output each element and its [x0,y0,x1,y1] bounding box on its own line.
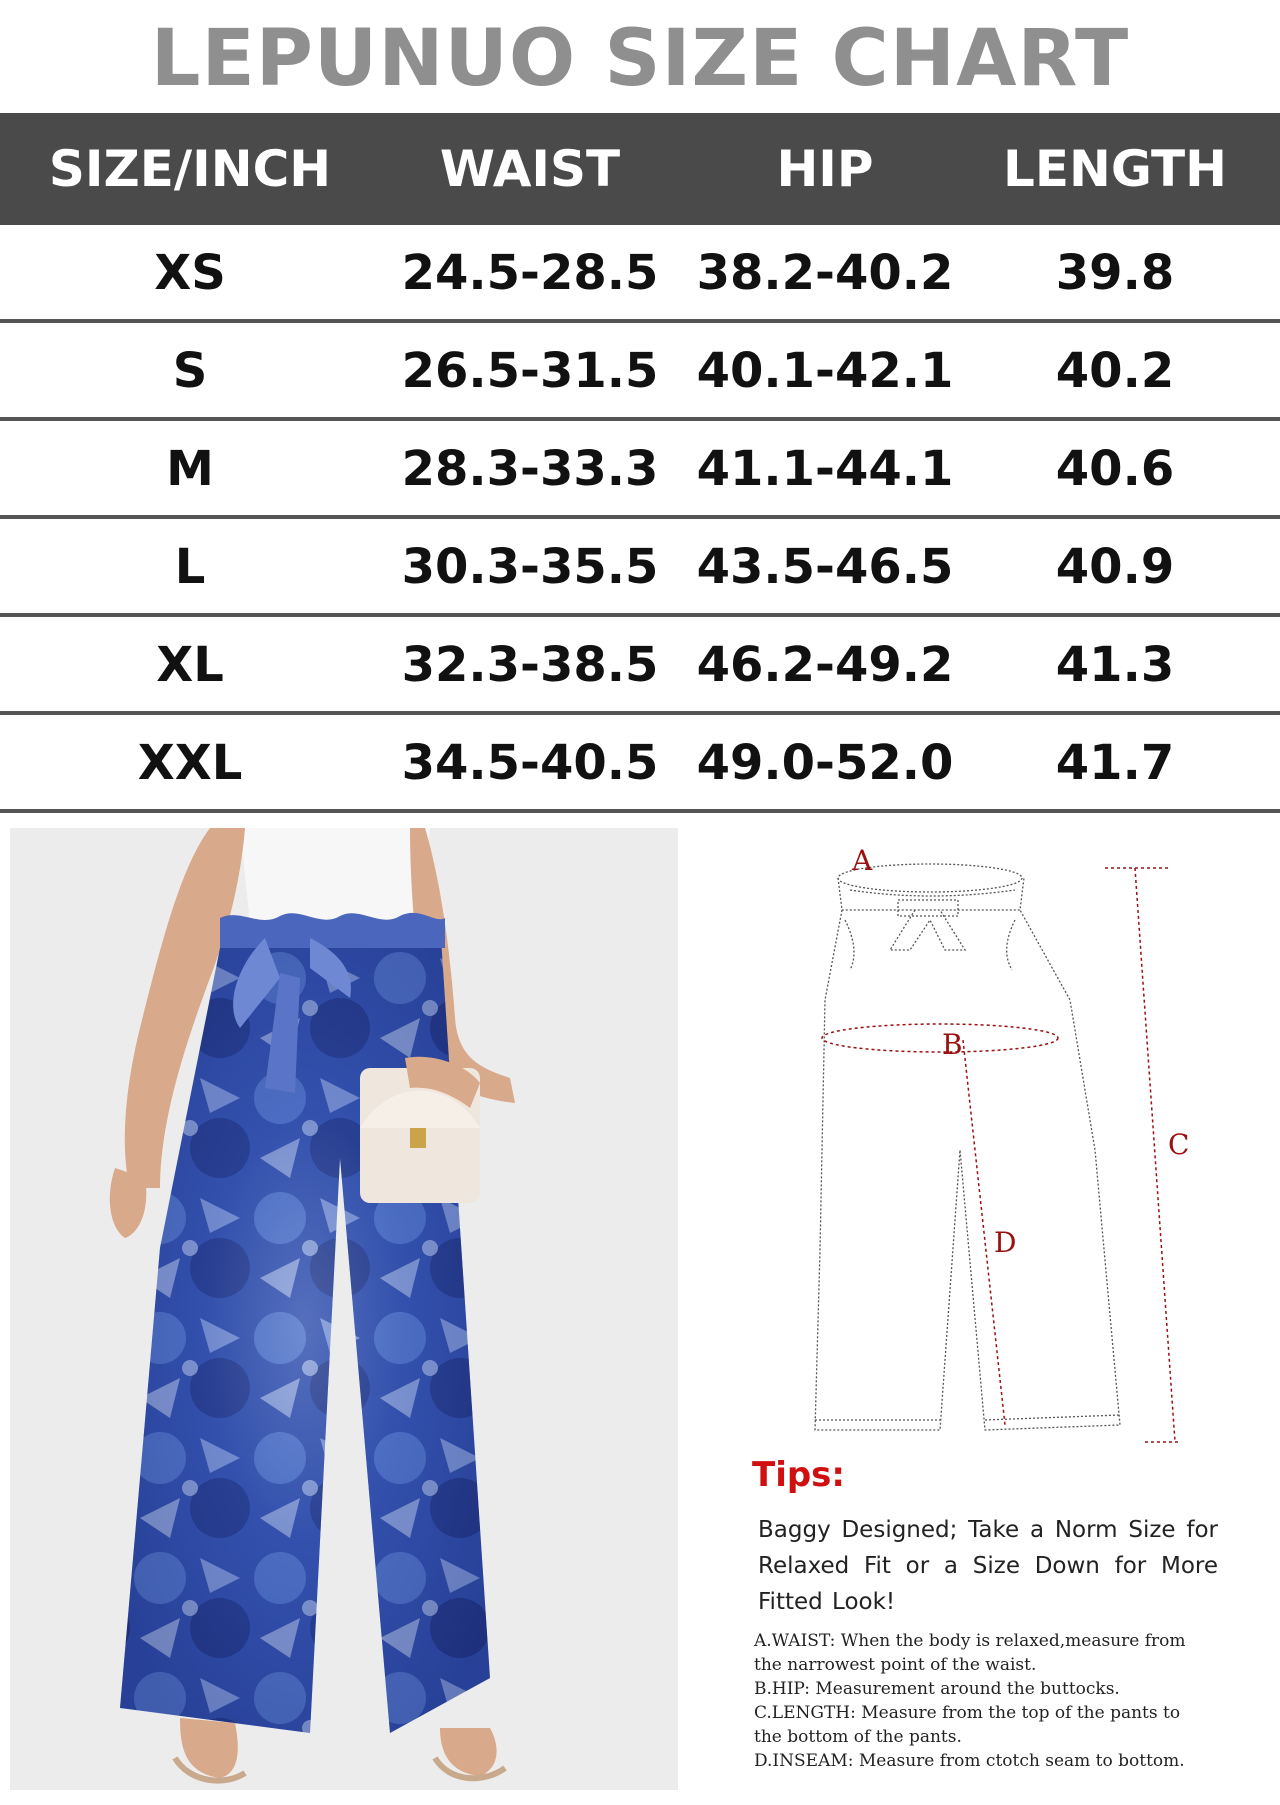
table-row [0,421,1280,519]
note-line: the narrowest point of the waist. [754,1655,1037,1675]
cell-hip: 40.1-42.1 [696,343,954,399]
diagram-label-a: A [852,844,873,877]
cell-hip: 38.2-40.2 [696,245,954,301]
cell-waist: 24.5-28.5 [401,245,659,301]
note-line: D.INSEAM: Measure from ctotch seam to bottom. [754,1751,1185,1771]
cell-length: 40.9 [1055,539,1175,595]
cell-waist: 26.5-31.5 [401,343,659,399]
header-size: SIZE/INCH [48,140,332,198]
cell-hip: 49.0-52.0 [696,735,954,791]
note-line: A.WAIST: When the body is relaxed,measure from [754,1631,1186,1651]
header-waist: WAIST [439,140,621,198]
cell-size: S [172,343,208,399]
table-header [0,113,1280,225]
table-row [0,323,1280,421]
cell-hip: 46.2-49.2 [696,637,954,693]
diagram-label-c: C [1168,1128,1190,1161]
cell-hip: 43.5-46.5 [696,539,954,595]
note-line: the bottom of the pants. [754,1727,962,1747]
cell-size: XL [156,637,224,693]
note-line: C.LENGTH: Measure from the top of the pants to [754,1703,1181,1723]
cell-size: M [166,441,214,497]
product-photo [10,828,678,1790]
chart-title: LEPUNUO SIZE CHART [150,14,1130,104]
tips-title: Tips: [752,1455,846,1495]
cell-waist: 32.3-38.5 [401,637,659,693]
cell-length: 39.8 [1055,245,1175,301]
measurement-notes [754,1629,1224,1773]
diagram-label-b: B [942,1028,963,1061]
diagram-label-d: D [994,1226,1017,1259]
table-row [0,225,1280,323]
tie-dye-pants-illustration [10,828,678,1790]
cell-waist: 28.3-33.3 [401,441,659,497]
cell-length: 40.6 [1055,441,1175,497]
tips-main-text: Baggy Designed; Take a Norm Size for Relaxed Fit or a Size Down for More Fitted Look! [758,1517,1218,1615]
cell-length: 41.7 [1055,735,1175,791]
cell-length: 41.3 [1055,637,1175,693]
table-row [0,519,1280,617]
cell-size: XXL [137,735,243,791]
table-row [0,617,1280,715]
cell-size: XS [154,245,226,301]
cell-hip: 41.1-44.1 [696,441,954,497]
pants-measurement-diagram [780,844,1240,1450]
cell-length: 40.2 [1055,343,1175,399]
table-row [0,715,1280,813]
cell-waist: 30.3-35.5 [401,539,659,595]
cell-waist: 34.5-40.5 [401,735,659,791]
note-line: B.HIP: Measurement around the buttocks. [754,1679,1120,1699]
header-hip: HIP [776,140,874,198]
header-length: LENGTH [1003,140,1227,198]
size-table [0,113,1280,813]
cell-size: L [174,539,206,595]
